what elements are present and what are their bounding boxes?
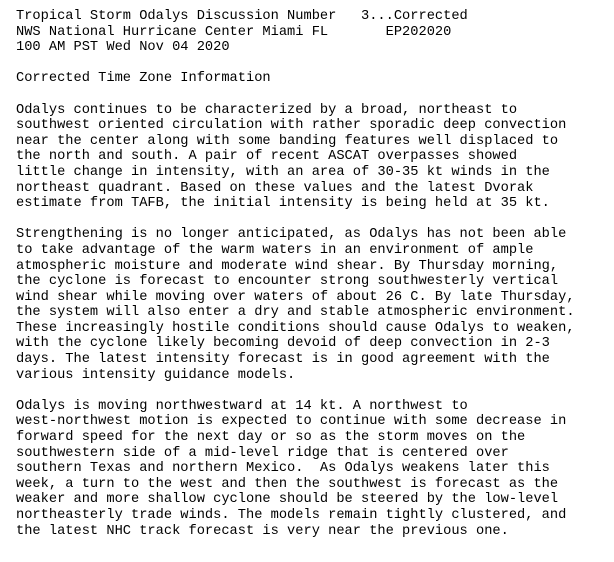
- text-line: little change in intensity, with an area of 30-35 kt winds in the: [16, 164, 550, 180]
- header-date-line: 100 AM PST Wed Nov 04 2020: [16, 40, 230, 56]
- text-line: the cyclone is forecast to encounter strong southwesterly vertical: [16, 274, 559, 290]
- correction-notice: Corrected Time Zone Information: [16, 71, 271, 87]
- text-line: days. The latest intensity forecast is in good agreement with the: [16, 352, 550, 368]
- text-line: atmospheric moisture and moderate wind shear. By Thursday morning,: [16, 258, 559, 274]
- text-line: the latest NHC track forecast is very near the previous one.: [16, 523, 509, 539]
- text-line: southwestern side of a mid-level ridge that is centered over: [16, 445, 509, 461]
- text-line: Odalys continues to be characterized by a broad, northeast to: [16, 102, 518, 118]
- text-line: the north and south. A pair of recent ASCAT overpasses showed: [16, 149, 518, 165]
- header-title-line: Tropical Storm Odalys Discussion Number 3...Corrected: [16, 9, 468, 24]
- blank-line: [16, 87, 614, 103]
- paragraph-track: [16, 399, 614, 539]
- text-line: week, a turn to the west and then the southwest is forecast as the: [16, 476, 559, 492]
- text-line: weaker and more shallow cyclone should be steered by the low-level: [16, 492, 559, 508]
- text-line: the system will also enter a dry and stable atmospheric environment.: [16, 305, 575, 321]
- text-line: northeasterly trade winds. The models remain tightly clustered, and: [16, 508, 567, 523]
- text-line: estimate from TAFB, the initial intensity is being held at 35 kt.: [16, 196, 550, 212]
- blank-line: [16, 56, 614, 72]
- blank-line: [16, 212, 614, 228]
- text-line: near the center along with some banding features well displaced to: [16, 133, 559, 149]
- text-line: northeast quadrant. Based on these values and the latest Dvorak: [16, 180, 534, 196]
- text-line: to take advantage of the warm waters in an environment of ample: [16, 242, 534, 258]
- header-office-line: NWS National Hurricane Center Miami FL EP202020: [16, 24, 452, 40]
- text-line: Odalys is moving northwestward at 14 kt. A northwest to: [16, 398, 468, 414]
- text-line: various intensity guidance models.: [16, 367, 296, 383]
- text-line: These increasingly hostile conditions should cause Odalys to weaken,: [16, 320, 575, 336]
- text-line: forward speed for the next day or so as the storm moves on the: [16, 430, 526, 446]
- paragraph-intensity: [16, 103, 614, 212]
- discussion-header: [16, 9, 614, 56]
- text-line: west-northwest motion is expected to continue with some decrease in: [16, 414, 567, 430]
- text-line: southern Texas and northern Mexico. As Odalys weakens later this: [16, 461, 550, 477]
- text-line: wind shear while moving over waters of about 26 C. By late Thursday,: [16, 289, 575, 305]
- paragraph-forecast-intensity: [16, 227, 614, 383]
- text-line: southwest oriented circulation with rather sporadic deep convection: [16, 118, 567, 134]
- blank-line: [16, 383, 614, 399]
- text-line: Strengthening is no longer anticipated, as Odalys has not been able: [16, 227, 567, 243]
- text-line: with the cyclone likely becoming devoid of deep convection in 2-3: [16, 336, 550, 352]
